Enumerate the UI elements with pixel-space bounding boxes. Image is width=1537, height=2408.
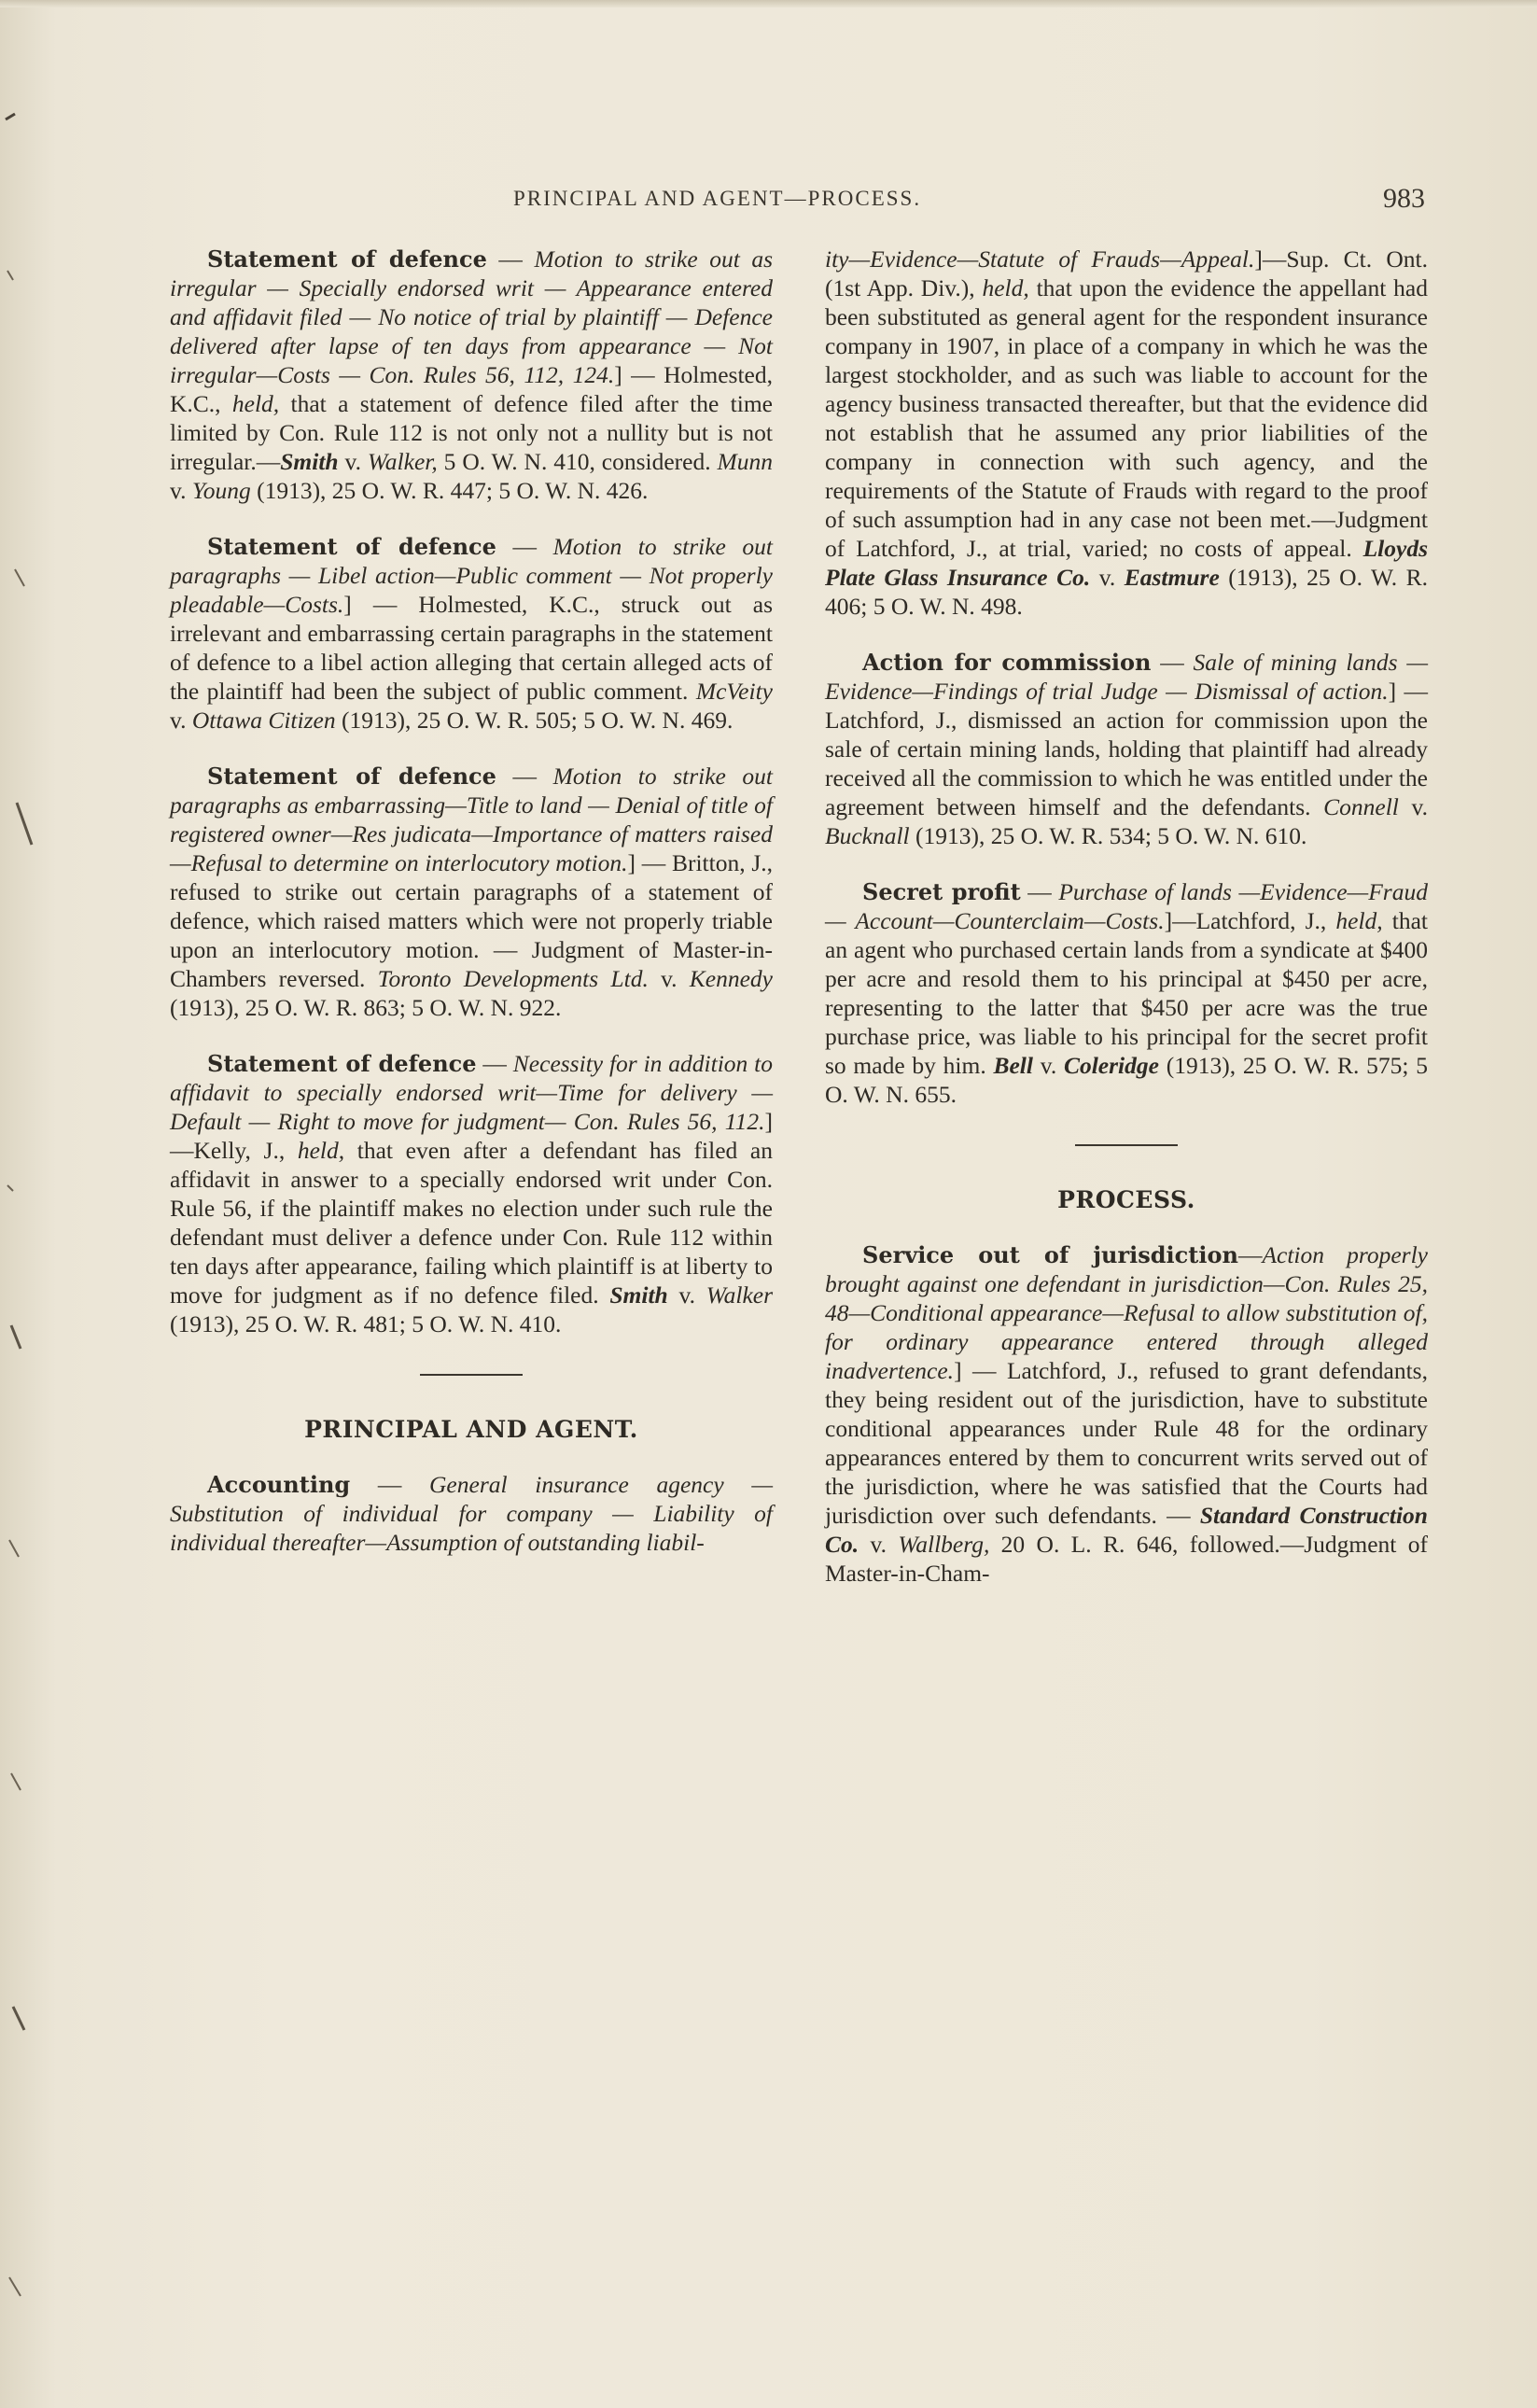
case-name: Standard Construction Co. <box>825 1502 1428 1558</box>
entry-dash: — <box>496 533 553 560</box>
entry-lead: Statement of defence <box>207 1050 477 1077</box>
entry-statement-of-defence-irregular <box>170 245 773 505</box>
case-name: Smith <box>609 1281 668 1309</box>
entry-dash: — <box>496 763 553 790</box>
entry-service-out-of-jurisdiction <box>825 1240 1428 1588</box>
entry-citation: 20 O. L. R. 646, followed.—Judgment of Master-in-Cham- <box>825 1531 1428 1587</box>
entry-citation: (1913), 25 O. W. R. 863; 5 O. W. N. 922. <box>170 994 562 1021</box>
entry-text: ]—Latchford, J., <box>1164 907 1336 934</box>
case-name: Smith <box>280 448 339 475</box>
entry-citation: 5 O. W. N. 410, considered. <box>437 448 718 475</box>
case-name: Lloyds Plate Glass Insurance Co. <box>825 535 1428 591</box>
entry-statement-of-defence-title-to-land <box>170 762 773 1022</box>
case-name: Kennedy <box>689 965 773 992</box>
versus: v. <box>338 448 368 475</box>
page-top-edge <box>0 0 1537 7</box>
binding-stitch-marks <box>0 0 56 2408</box>
entry-text: ] — Holmested, K.C., <box>170 361 773 417</box>
entry-text: ]—Kelly, J., <box>170 1108 773 1164</box>
held-word: held, <box>1335 907 1383 934</box>
entry-subject: Motion to strike out paragraphs as embarrassing—Title to land — Denial of title of registered owner—Res judicata—Importance of matters raised—Refusal to determine on interlocutory motion. <box>170 763 774 876</box>
entry-text: ] — Latchford, J., refused to grant defendants, they being resident out of the jurisdiction, have to substitute conditional appearances under Rule 48 for the ordinary appearances entered by them to concurrent writs served out of the jurisdiction, where he was satisfied that the Courts had jurisdiction over such defendants. — <box>825 1357 1428 1529</box>
case-name: Coleridge <box>1063 1052 1159 1079</box>
section-heading-principal-and-agent: PRINCIPAL AND AGENT. <box>304 1416 638 1443</box>
entry-dash: — <box>1151 649 1194 676</box>
entry-lead: Service out of jurisdiction <box>862 1241 1238 1268</box>
right-column <box>825 245 1428 1615</box>
entry-dash: — <box>476 1050 513 1077</box>
entry-text: ] — Latchford, J., dismissed an action for commission upon the sale of certain mining lands, holding that plaintiff had already received all the commission to which he was entitled under the agreement between himself and the defendants. <box>825 678 1428 820</box>
case-name: Young <box>191 477 251 504</box>
entry-text: that upon the evidence the appellant had been substituted as general agent for the respondent insurance company in 1907, in place of a company in which he was the largest stockholder, and as such was liable to account for the agency business transacted thereafter, but that the evidence did not establish that he assumed any prior liabilities of the company in connection with such agency, and the requirements of the Statute of Frauds with regard to the proof of such assumption had in any case not been met.—Judgment of Latchford, J., at trial, varied; no costs of appeal. <box>825 274 1428 562</box>
case-name: Munn <box>717 448 773 475</box>
entry-text: ] — Britton, J., refused to strike out certain paragraphs of a statement of defence, which raised matters which were not properly triable upon an interlocutory motion. — Judgment of Master-in-Chambers reversed. <box>170 849 774 992</box>
case-name: Toronto Developments Ltd. <box>377 965 649 992</box>
held-word: held, <box>982 274 1029 301</box>
entry-lead: Accounting <box>207 1471 351 1498</box>
section-divider <box>420 1374 523 1376</box>
section-heading-process: PROCESS. <box>1057 1186 1195 1213</box>
versus: v. <box>170 707 192 734</box>
entry-subject: Necessity for in addition to affidavit to specially endorsed writ—Time for delivery — Default — Right to move for judgment— Con. Rules 56, 112. <box>170 1050 774 1135</box>
held-word: held, <box>231 390 280 417</box>
entry-accounting <box>170 1470 773 1557</box>
entry-lead: Secret profit <box>862 878 1021 905</box>
entry-text: that even after a defendant has filed an affidavit in answer to a specially endorsed writ under Con. Rule 56, if the plaintiff makes no election under such rule the defendant must deliver a defence under Con. Rule 112 within ten days after appearance, failing which plaintiff is at liberty to move for judgment as if no defence filed. <box>170 1137 774 1309</box>
entry-lead: Statement of defence <box>207 245 487 273</box>
versus: v. <box>170 477 192 504</box>
section-divider <box>1075 1144 1178 1146</box>
page-number: 983 <box>1383 183 1425 214</box>
entry-citation: (1913), 25 O. W. R. 534; 5 O. W. N. 610. <box>909 822 1307 849</box>
entry-lead: Statement of defence <box>207 763 496 790</box>
entry-action-for-commission <box>825 648 1428 850</box>
entry-subject: Sale of mining lands — Evidence—Findings of trial Judge — Dismissal of action. <box>825 649 1428 705</box>
entry-text: that an agent who purchased certain lands from a syndicate at $400 per acre and resold them to his principal at $450 per acre, representing to the latter that $450 per acre was the true purchase price, was liable to his principal for the secret profit so made by him. <box>825 907 1428 1079</box>
entry-citation: (1913), 25 O. W. R. 505; 5 O. W. N. 469. <box>335 707 734 734</box>
entry-text: ]—Sup. Ct. Ont. (1st App. Div.), <box>825 245 1428 301</box>
entry-dash: — <box>350 1471 430 1498</box>
entry-dash: — <box>1020 878 1059 905</box>
running-title: PRINCIPAL AND AGENT—PROCESS. <box>513 187 922 210</box>
entry-dash: — <box>1237 1241 1263 1268</box>
entry-lead: Statement of defence <box>207 533 496 560</box>
entry-accounting-continued <box>825 245 1428 621</box>
entry-text: that a statement of defence filed after the time limited by Con. Rule 112 is not only not a nullity but is not irregular.— <box>170 390 773 475</box>
case-name: Walker <box>706 1281 773 1309</box>
versus: v. <box>667 1281 706 1309</box>
versus: v. <box>648 965 690 992</box>
entry-subject: Action properly brought against one defendant in jurisdiction—Con. Rules 25, 48—Conditional appearance—Refusal to allow substitution of, for ordinary appearance entered through alleged inadvertence. <box>825 1241 1428 1384</box>
case-name: McVeity <box>695 678 773 705</box>
versus: v. <box>859 1531 899 1558</box>
case-name: Eastmure <box>1124 564 1220 591</box>
entry-subject: ity—Evidence—Statute of Frauds—Appeal. <box>825 245 1255 273</box>
entry-citation: (1913), 25 O. W. R. 447; 5 O. W. N. 426. <box>250 477 649 504</box>
versus: v. <box>1032 1052 1064 1079</box>
entry-subject: Motion to strike out as irregular — Specially endorsed writ — Appearance entered and affidavit filed — No notice of trial by plaintiff — Defence delivered after lapse of ten days from appearance — Not irregular—Costs — Con. Rules 56, 112, 124. <box>170 245 774 388</box>
case-name: Bell <box>993 1052 1033 1079</box>
entry-statement-of-defence-libel <box>170 532 773 735</box>
held-word: held, <box>297 1137 345 1164</box>
case-name: Walker, <box>367 448 438 475</box>
versus: v. <box>1090 564 1125 591</box>
versus: v. <box>1398 793 1428 820</box>
entry-text: ] — Holmested, K.C., struck out as irrelevant and embarrassing certain paragraphs in the statement of defence to a libel action alleging that certain alleged acts of the plaintiff had been the subject of public comment. <box>170 591 773 705</box>
case-name: Bucknall <box>825 822 910 849</box>
left-column <box>170 245 773 1584</box>
entry-statement-of-defence-affidavit <box>170 1049 773 1338</box>
entry-citation: (1913), 25 O. W. R. 575; 5 O. W. N. 655. <box>825 1052 1428 1108</box>
entry-subject: Purchase of lands —Evidence—Fraud — Account—Counterclaim—Costs. <box>825 878 1428 934</box>
case-name: Ottawa Citizen <box>191 707 336 734</box>
entry-citation: (1913), 25 O. W. R. 406; 5 O. W. N. 498. <box>825 564 1428 620</box>
entry-dash: — <box>486 245 535 273</box>
entry-lead: Action for commission <box>862 649 1152 676</box>
entry-citation: (1913), 25 O. W. R. 481; 5 O. W. N. 410. <box>170 1310 562 1337</box>
entry-secret-profit <box>825 877 1428 1109</box>
case-name: Connell <box>1323 793 1399 820</box>
entry-subject: General insurance agency — Substitution of individual for company — Liability of individual thereafter—Assumption of outstanding liabil- <box>170 1471 773 1556</box>
case-name: Wallberg, <box>898 1531 990 1558</box>
entry-subject: Motion to strike out paragraphs — Libel action—Public comment — Not properly pleadable—Costs. <box>170 533 774 618</box>
